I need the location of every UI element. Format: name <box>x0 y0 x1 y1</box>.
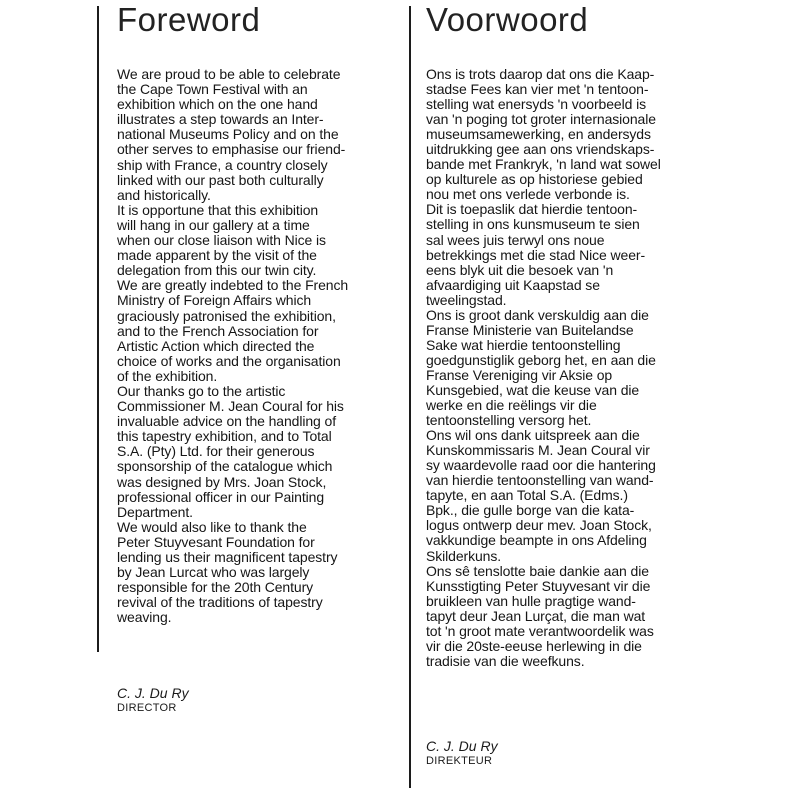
text-line: was designed by Mrs. Joan Stock, <box>117 473 327 490</box>
text-line: lending us their magnificent tapestry <box>117 549 338 565</box>
text-line: will hang in our gallery at a time <box>117 216 310 233</box>
voorwoord-heading: Voorwoord <box>426 1 589 38</box>
text-line: Kunsstigting Peter Stuyvesant vir die <box>426 577 651 594</box>
text-line: sponsorship of the catalogue which <box>117 458 333 475</box>
text-line: op kulturele as op historiese gebied <box>426 171 643 188</box>
text-line: exhibition which on the one hand <box>117 96 318 113</box>
text-line: delegation from this our twin city. <box>117 262 317 279</box>
text-line: other serves to emphasise our friend- <box>117 141 346 158</box>
text-line: Ons is groot dank verskuldig aan die <box>426 306 649 323</box>
signature-name: C. J. Du Ry <box>117 685 189 701</box>
left-vertical-rule <box>97 6 99 652</box>
text-line: national Museums Policy and on the <box>117 126 339 143</box>
text-line: Our thanks go to the artistic <box>117 382 286 399</box>
text-line: ship with France, a country closely <box>117 156 328 173</box>
text-line: betrekkings met die stad Nice weer- <box>426 246 646 263</box>
text-line: tapyt deur Jean Lurçat, die man wat <box>426 607 646 624</box>
text-line: Department. <box>117 503 193 520</box>
signature-title: DIRECTOR <box>117 702 177 714</box>
text-line: graciously patronised the exhibition, <box>117 307 336 324</box>
text-line: Bpk., die gulle borge van die kata- <box>426 502 635 519</box>
text-line: goedgunstiglik geborg het, en aan die <box>426 351 656 368</box>
text-line: Ons sê tenslotte baie dankie aan die <box>426 562 649 579</box>
text-line: Commissioner M. Jean Coural for his <box>117 398 344 415</box>
center-vertical-rule <box>409 6 411 788</box>
text-line: logus ontwerp deur mev. Joan Stock, <box>426 517 652 534</box>
text-line: afvaardiging uit Kaapstad se <box>426 276 600 293</box>
text-line: stelling wat enersyds 'n voorbeeld is <box>426 96 646 113</box>
text-line: Artistic Action which directed the <box>117 337 315 354</box>
text-line: Ons is trots daarop dat ons die Kaap- <box>426 66 655 82</box>
text-line: Ons wil ons dank uitspreek aan die <box>426 427 640 444</box>
text-line: vakkundige beampte in ons Afdeling <box>426 532 647 549</box>
text-line: Dit is toepaslik dat hierdie tentoon- <box>426 201 638 218</box>
text-line: and to the French Association for <box>117 322 319 339</box>
text-line: Ministry of Foreign Affairs which <box>117 292 312 309</box>
text-line: this tapestry exhibition, and to Total <box>117 428 332 445</box>
text-line: werke en die reëlings vir die <box>426 397 597 414</box>
text-line: illustrates a step towards an Inter- <box>117 111 324 128</box>
text-line: Kunsgebied, wat die keuse van die <box>426 381 640 398</box>
foreword-body-text <box>117 67 348 625</box>
text-line: linked with our past both culturally <box>117 171 324 188</box>
signature-title: DIREKTEUR <box>426 755 493 767</box>
text-line: vir die 20ste-eeuse herlewing in die <box>426 637 642 654</box>
signature-name: C. J. Du Ry <box>426 738 498 754</box>
text-line: We are greatly indebted to the French <box>117 277 349 294</box>
foreword-heading: Foreword <box>117 1 261 38</box>
text-line: museumsamewerking, en andersyds <box>426 126 651 143</box>
text-line: Peter Stuyvesant Foundation for <box>117 533 315 550</box>
text-line: We would also like to thank the <box>117 518 307 535</box>
text-line: professional officer in our Painting <box>117 488 325 505</box>
text-line: Franse Vereniging vir Aksie op <box>426 366 613 383</box>
text-line: choice of works and the organisation <box>117 352 341 369</box>
text-line: van 'n poging tot groter internasionale <box>426 111 656 128</box>
text-line: Skilderkuns. <box>426 547 502 564</box>
text-line: It is opportune that this exhibition <box>117 201 319 218</box>
text-line: bande met Frankryk, 'n land wat sowel <box>426 156 661 173</box>
text-line: responsible for the 20th Century <box>117 579 314 596</box>
text-line: sy waardevolle raad oor die hantering <box>426 457 656 474</box>
text-line: We are proud to be able to celebrate <box>117 66 341 82</box>
text-line: stelling in ons kunsmuseum te sien <box>426 216 640 233</box>
text-line: bruikleen van hulle pragtige wand- <box>426 592 636 609</box>
text-line: by Jean Lurcat who was largely <box>117 564 310 581</box>
text-line: weaving. <box>117 609 172 626</box>
text-line: the Cape Town Festival with an <box>117 81 308 98</box>
text-line: invaluable advice on the handling of <box>117 413 337 430</box>
voorwoord-body-text <box>426 67 661 669</box>
text-line: S.A. (Pty) Ltd. for their generous <box>117 443 315 460</box>
text-line: revival of the traditions of tapestry <box>117 594 323 611</box>
text-line: tweelingstad. <box>426 291 507 308</box>
text-line: when our close liaison with Nice is <box>117 232 326 249</box>
text-line: made apparent by the visit of the <box>117 247 317 264</box>
text-line: tentoonstelling versorg het. <box>426 412 592 429</box>
text-line: nou met ons verlede verbonde is. <box>426 186 630 203</box>
text-line: of the exhibition. <box>117 367 218 384</box>
text-line: Franse Ministerie van Buitelandse <box>426 321 634 338</box>
text-line: stadse Fees kan vier met 'n tentoon- <box>426 81 649 98</box>
text-line: Sake wat hierdie tentoonstelling <box>426 336 621 353</box>
text-line: uitdrukking gee aan ons vriendskaps- <box>426 141 655 158</box>
text-line: sal wees juis terwyl ons noue <box>426 231 605 248</box>
text-line: Kunskommissaris M. Jean Coural vir <box>426 442 650 459</box>
text-line: tradisie van die weefkuns. <box>426 652 585 669</box>
voorwoord-signature <box>426 738 498 768</box>
text-line: tot 'n groot mate verantwoordelik was <box>426 622 654 639</box>
text-line: van hierdie tentoonstelling van wand- <box>426 472 654 489</box>
text-line: tapyte, en aan Total S.A. (Edms.) <box>426 487 628 504</box>
foreword-signature <box>117 685 189 715</box>
text-line: and historically. <box>117 186 211 203</box>
text-line: eens blyk uit die besoek van 'n <box>426 261 614 278</box>
